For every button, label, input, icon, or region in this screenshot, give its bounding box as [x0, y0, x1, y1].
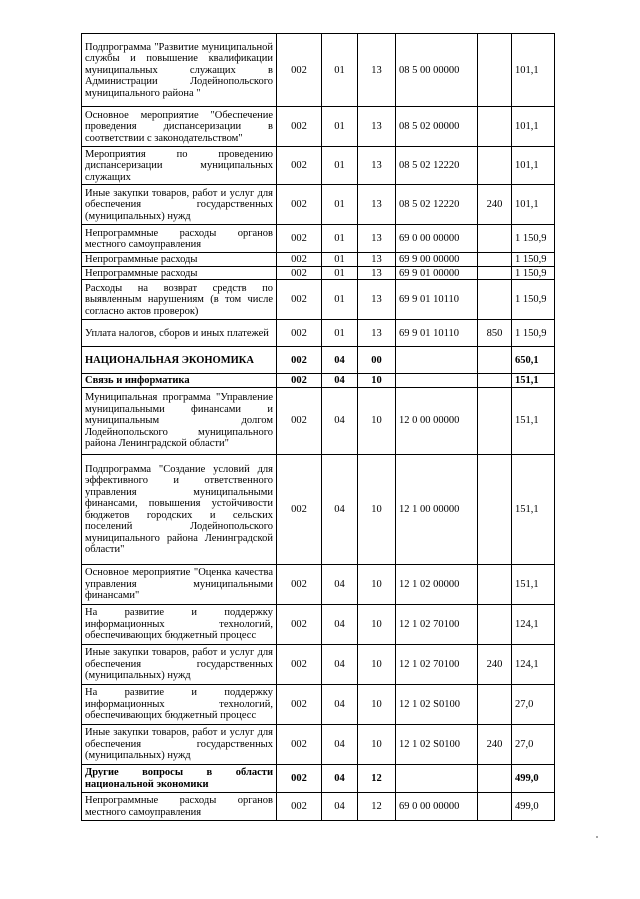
row-rz: 04	[322, 387, 358, 454]
table-row	[82, 684, 555, 724]
row-rz: 04	[322, 644, 358, 684]
row-name: Связь и информатика	[82, 374, 277, 388]
row-pr: 12	[358, 792, 396, 820]
row-csr: 12 1 02 00000	[396, 564, 478, 604]
row-sum: 101,1	[512, 147, 555, 185]
row-vr	[478, 454, 512, 564]
row-csr: 69 9 00 00000	[396, 253, 478, 267]
table-row	[82, 724, 555, 764]
row-vr	[478, 266, 512, 280]
row-rz: 01	[322, 266, 358, 280]
row-vr	[478, 387, 512, 454]
row-vr	[478, 684, 512, 724]
row-csr: 69 9 01 10110	[396, 320, 478, 347]
row-name: Муниципальная программа "Управление муниципальными финансами и муниципальным долгом Лодейнопольского муниципального района Ленинградской области"	[82, 387, 277, 454]
table-row	[82, 792, 555, 820]
row-vr	[478, 347, 512, 374]
row-name: НАЦИОНАЛЬНАЯ ЭКОНОМИКА	[82, 347, 277, 374]
table-row	[82, 107, 555, 147]
row-sum: 101,1	[512, 107, 555, 147]
row-name: Непрограммные расходы	[82, 253, 277, 267]
row-pr: 13	[358, 225, 396, 253]
row-sum: 124,1	[512, 644, 555, 684]
row-vr	[478, 253, 512, 267]
row-sum: 1 150,9	[512, 266, 555, 280]
table-row	[82, 34, 555, 107]
budget-table	[81, 33, 555, 821]
table-row	[82, 374, 555, 388]
row-vr	[478, 764, 512, 792]
row-pr: 13	[358, 266, 396, 280]
table-row	[82, 564, 555, 604]
table-row	[82, 387, 555, 454]
row-ved: 002	[277, 185, 322, 225]
row-name: Непрограммные расходы	[82, 266, 277, 280]
table-row	[82, 266, 555, 280]
table-row	[82, 347, 555, 374]
row-csr: 12 1 02 70100	[396, 604, 478, 644]
row-pr: 13	[358, 280, 396, 320]
table-row	[82, 764, 555, 792]
row-ved: 002	[277, 253, 322, 267]
row-rz: 01	[322, 34, 358, 107]
row-pr: 10	[358, 604, 396, 644]
table-row	[82, 280, 555, 320]
row-rz: 01	[322, 147, 358, 185]
row-pr: 10	[358, 374, 396, 388]
row-csr: 69 0 00 00000	[396, 225, 478, 253]
row-ved: 002	[277, 724, 322, 764]
row-csr: 08 5 00 00000	[396, 34, 478, 107]
row-ved: 002	[277, 225, 322, 253]
row-sum: 650,1	[512, 347, 555, 374]
row-name: Иные закупки товаров, работ и услуг для обеспечения государственных (муниципальных) нужд	[82, 185, 277, 225]
row-rz: 04	[322, 454, 358, 564]
row-pr: 13	[358, 253, 396, 267]
row-sum: 151,1	[512, 374, 555, 388]
row-ved: 002	[277, 387, 322, 454]
table-row	[82, 147, 555, 185]
row-rz: 01	[322, 225, 358, 253]
row-rz: 04	[322, 724, 358, 764]
row-pr: 00	[358, 347, 396, 374]
row-pr: 12	[358, 764, 396, 792]
row-rz: 01	[322, 107, 358, 147]
row-vr: 240	[478, 185, 512, 225]
row-ved: 002	[277, 564, 322, 604]
row-rz: 04	[322, 347, 358, 374]
row-csr: 12 1 02 S0100	[396, 724, 478, 764]
row-vr	[478, 280, 512, 320]
row-ved: 002	[277, 347, 322, 374]
row-name: Основное мероприятие "Обеспечение проведения диспансеризации в соответствии с законодательством"	[82, 107, 277, 147]
row-rz: 04	[322, 792, 358, 820]
row-vr	[478, 604, 512, 644]
row-name: Подпрограмма "Развитие муниципальной службы и повышение квалификации муниципальных служащих в Администрации Лодейнопольского муниципального района "	[82, 34, 277, 107]
row-pr: 13	[358, 34, 396, 107]
row-ved: 002	[277, 604, 322, 644]
row-csr: 69 9 01 00000	[396, 266, 478, 280]
row-pr: 10	[358, 684, 396, 724]
row-pr: 13	[358, 147, 396, 185]
budget-table-body	[82, 34, 555, 821]
row-sum: 151,1	[512, 387, 555, 454]
scan-speck	[596, 836, 598, 838]
row-sum: 27,0	[512, 724, 555, 764]
row-sum: 27,0	[512, 684, 555, 724]
row-name: Иные закупки товаров, работ и услуг для обеспечения государственных (муниципальных) нужд	[82, 724, 277, 764]
row-sum: 101,1	[512, 34, 555, 107]
row-name: На развитие и поддержку информационных технологий, обеспечивающих бюджетный процесс	[82, 604, 277, 644]
row-csr: 12 1 02 S0100	[396, 684, 478, 724]
row-ved: 002	[277, 454, 322, 564]
row-rz: 01	[322, 253, 358, 267]
row-sum: 1 150,9	[512, 320, 555, 347]
row-csr	[396, 374, 478, 388]
row-csr: 69 0 00 00000	[396, 792, 478, 820]
row-name: Расходы на возврат средств по выявленным нарушениям (в том числе согласно актов проверок)	[82, 280, 277, 320]
row-pr: 10	[358, 564, 396, 604]
row-ved: 002	[277, 684, 322, 724]
row-vr	[478, 564, 512, 604]
row-rz: 04	[322, 374, 358, 388]
row-rz: 01	[322, 185, 358, 225]
row-ved: 002	[277, 764, 322, 792]
row-vr	[478, 792, 512, 820]
row-ved: 002	[277, 266, 322, 280]
row-name: Иные закупки товаров, работ и услуг для обеспечения государственных (муниципальных) нужд	[82, 644, 277, 684]
row-rz: 04	[322, 604, 358, 644]
row-name: Подпрограмма "Создание условий для эффективного и ответственного управления муниципальными финансами, повышения устойчивости бюджетов городских и сельских поселений Лодейнопольского муниципального района Ленинградской области"	[82, 454, 277, 564]
table-row	[82, 185, 555, 225]
row-csr: 12 1 02 70100	[396, 644, 478, 684]
row-csr: 08 5 02 12220	[396, 185, 478, 225]
row-vr	[478, 225, 512, 253]
row-pr: 10	[358, 724, 396, 764]
row-sum: 101,1	[512, 185, 555, 225]
row-name: Основное мероприятие "Оценка качества управления муниципальными финансами"	[82, 564, 277, 604]
row-sum: 499,0	[512, 792, 555, 820]
row-csr: 08 5 02 00000	[396, 107, 478, 147]
row-ved: 002	[277, 320, 322, 347]
row-sum: 151,1	[512, 454, 555, 564]
row-rz: 04	[322, 684, 358, 724]
table-row	[82, 644, 555, 684]
row-pr: 13	[358, 185, 396, 225]
row-name: На развитие и поддержку информационных технологий, обеспечивающих бюджетный процесс	[82, 684, 277, 724]
row-vr	[478, 147, 512, 185]
table-row	[82, 253, 555, 267]
row-name: Непрограммные расходы органов местного самоуправления	[82, 225, 277, 253]
table-row	[82, 604, 555, 644]
row-ved: 002	[277, 792, 322, 820]
row-sum: 151,1	[512, 564, 555, 604]
row-name: Другие вопросы в области национальной экономики	[82, 764, 277, 792]
row-csr: 12 1 00 00000	[396, 454, 478, 564]
row-ved: 002	[277, 34, 322, 107]
row-pr: 13	[358, 320, 396, 347]
row-csr: 69 9 01 10110	[396, 280, 478, 320]
table-row	[82, 454, 555, 564]
row-csr	[396, 764, 478, 792]
row-vr: 240	[478, 644, 512, 684]
row-rz: 01	[322, 280, 358, 320]
row-pr: 10	[358, 454, 396, 564]
row-ved: 002	[277, 280, 322, 320]
table-row	[82, 225, 555, 253]
row-vr: 240	[478, 724, 512, 764]
row-csr: 12 0 00 00000	[396, 387, 478, 454]
row-rz: 04	[322, 564, 358, 604]
row-name: Уплата налогов, сборов и иных платежей	[82, 320, 277, 347]
row-csr	[396, 347, 478, 374]
row-pr: 10	[358, 387, 396, 454]
table-row	[82, 320, 555, 347]
row-vr	[478, 34, 512, 107]
row-pr: 10	[358, 644, 396, 684]
row-rz: 04	[322, 764, 358, 792]
row-rz: 01	[322, 320, 358, 347]
row-sum: 1 150,9	[512, 280, 555, 320]
row-ved: 002	[277, 644, 322, 684]
row-ved: 002	[277, 147, 322, 185]
row-ved: 002	[277, 107, 322, 147]
row-vr: 850	[478, 320, 512, 347]
row-name: Непрограммные расходы органов местного самоуправления	[82, 792, 277, 820]
row-pr: 13	[358, 107, 396, 147]
row-sum: 124,1	[512, 604, 555, 644]
row-ved: 002	[277, 374, 322, 388]
row-sum: 1 150,9	[512, 225, 555, 253]
row-sum: 499,0	[512, 764, 555, 792]
row-vr	[478, 374, 512, 388]
row-sum: 1 150,9	[512, 253, 555, 267]
row-csr: 08 5 02 12220	[396, 147, 478, 185]
row-name: Мероприятия по проведению диспансеризации муниципальных служащих	[82, 147, 277, 185]
row-vr	[478, 107, 512, 147]
